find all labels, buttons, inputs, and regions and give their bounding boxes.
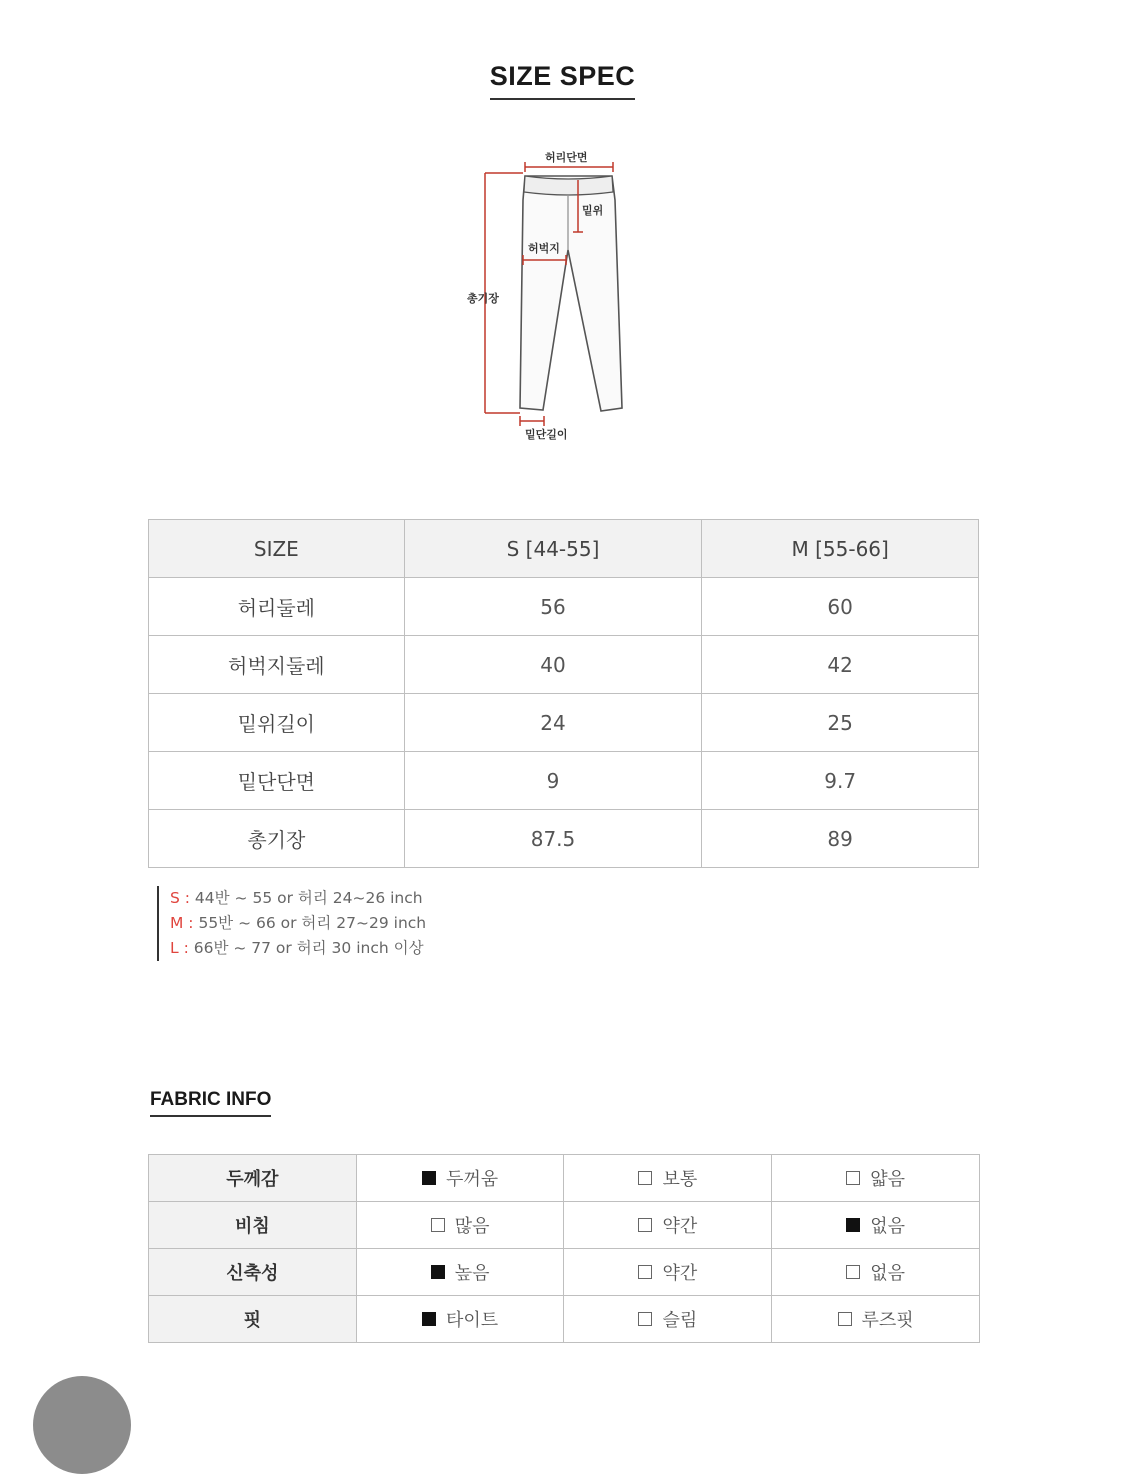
label-rise: 밑위 [582,204,604,217]
note-key: M [170,914,184,932]
value-m: 89 [702,810,979,868]
size-notes [157,886,426,961]
table-row [149,810,979,868]
option-text: 보통 [662,1169,698,1190]
note-text: 44반 ~ 55 or 허리 24~26 inch [194,889,423,907]
checkbox-icon [846,1265,860,1279]
checkbox-icon [846,1171,860,1185]
value-m: 9.7 [702,752,979,810]
pants-outline [520,176,622,411]
checkbox-icon [431,1265,445,1279]
value-m: 60 [702,578,979,636]
checkbox-icon [638,1171,652,1185]
size-table-header [149,520,979,578]
option-text: 약간 [662,1263,698,1284]
note-text: 55반 ~ 66 or 허리 27~29 inch [198,914,427,932]
note-key: L [170,939,179,957]
fabric-row [149,1296,980,1343]
row-label: 허벅지둘레 [149,636,405,694]
value-s: 56 [404,578,702,636]
header-cell: S [44-55] [404,520,702,578]
checkbox-icon [422,1312,436,1326]
fabric-label: 핏 [149,1296,357,1343]
note-sep: : [179,889,195,907]
value-s: 9 [404,752,702,810]
header-cell: SIZE [149,520,405,578]
table-row [149,578,979,636]
label-hem: 밑단길이 [525,428,568,441]
checkbox-icon [846,1218,860,1232]
fabric-row [149,1249,980,1296]
size-note [170,886,426,911]
option-text: 없음 [870,1216,905,1237]
option-text: 없음 [870,1263,905,1284]
table-row [149,636,979,694]
checkbox-icon [638,1218,652,1232]
option-text: 높음 [454,1263,490,1284]
size-note [170,936,426,961]
note-key: S [170,889,180,907]
option-text: 얇음 [870,1169,905,1190]
fabric-table [148,1154,980,1343]
row-label: 밑단단면 [149,752,405,810]
header-cell: M [55-66] [702,520,979,578]
fabric-label: 신축성 [149,1249,357,1296]
fabric-row [149,1202,980,1249]
value-m: 25 [702,694,979,752]
note-sep: : [178,939,194,957]
checkbox-icon [638,1312,652,1326]
note-text: 66반 ~ 77 or 허리 30 inch 이상 [193,939,424,957]
option-text: 두꺼움 [446,1169,499,1190]
row-label: 허리둘레 [149,578,405,636]
checkbox-icon [422,1171,436,1185]
option-text: 루즈핏 [861,1310,914,1331]
option-text: 약간 [662,1216,698,1237]
fabric-title: FABRIC INFO [150,1088,271,1117]
label-waist: 허리단면 [545,151,588,164]
option-text: 많음 [454,1216,490,1237]
checkbox-icon [838,1312,852,1326]
table-row [149,694,979,752]
fabric-label: 두께감 [149,1155,357,1202]
value-m: 42 [702,636,979,694]
table-row [149,752,979,810]
size-table [148,519,979,868]
fabric-row [149,1155,980,1202]
fabric-label: 비침 [149,1202,357,1249]
value-s: 87.5 [404,810,702,868]
value-s: 40 [404,636,702,694]
note-sep: : [183,914,199,932]
size-note [170,911,426,936]
value-s: 24 [404,694,702,752]
pants-diagram [455,140,655,450]
page-title: SIZE SPEC [490,60,636,100]
row-label: 밑위길이 [149,694,405,752]
option-text: 타이트 [446,1310,499,1331]
checkbox-icon [431,1218,445,1232]
label-length: 총기장 [467,292,499,305]
row-label: 총기장 [149,810,405,868]
label-thigh: 허벅지 [528,242,560,255]
option-text: 슬림 [662,1310,698,1331]
checkbox-icon [638,1265,652,1279]
scroll-top-button[interactable] [33,1376,131,1474]
